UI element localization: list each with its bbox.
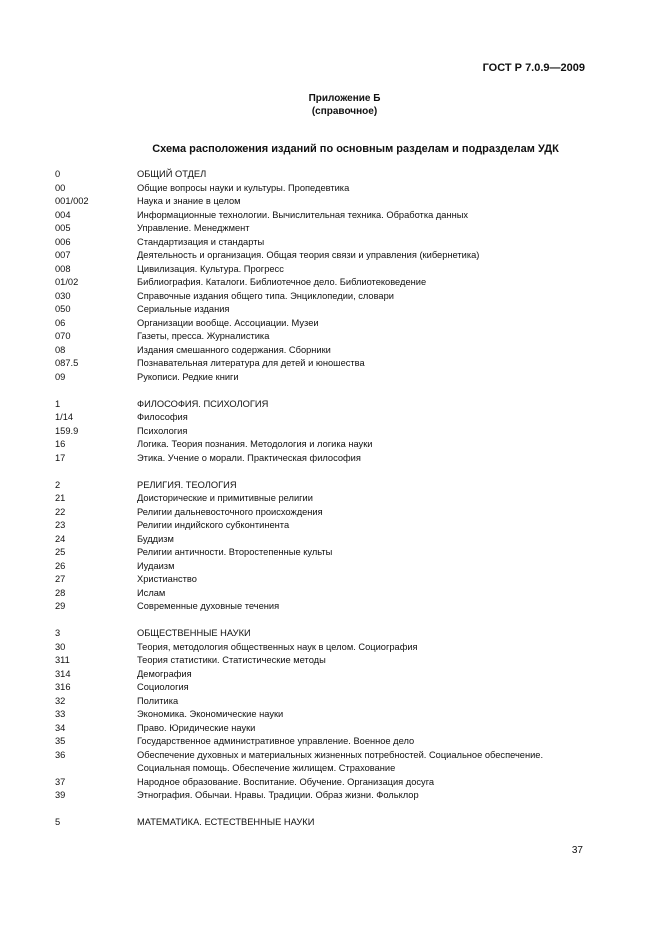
udc-code: 32 (55, 695, 66, 706)
list-item (55, 546, 595, 560)
udc-description: Общие вопросы науки и культуры. Пропедевтика (137, 182, 350, 193)
udc-description: Познавательная литература для детей и юношества (137, 358, 365, 368)
udc-description: Газеты, пресса. Журналистика (137, 331, 270, 341)
list-item (55, 330, 595, 344)
udc-code: 3 (55, 628, 61, 638)
udc-description: Психология (137, 425, 188, 436)
udc-code: 005 (55, 223, 71, 233)
section-heading-row (55, 398, 595, 412)
section-heading-row (55, 479, 595, 493)
udc-code: 159.9 (55, 425, 79, 436)
udc-description: Государственное административное управление. Военное дело (137, 736, 415, 746)
udc-description: Народное образование. Воспитание. Обучение. Организация досуга (137, 776, 435, 787)
udc-code: 17 (55, 452, 66, 463)
udc-code: 007 (55, 250, 71, 260)
udc-code: 06 (55, 317, 66, 328)
list-item (55, 290, 595, 304)
udc-code: 35 (55, 736, 66, 746)
list-item (55, 452, 595, 466)
udc-code: 16 (55, 439, 66, 449)
udc-description: Справочные издания общего типа. Энциклопедии, словари (137, 290, 394, 301)
udc-description: МАТЕМАТИКА. ЕСТЕСТВЕННЫЕ НАУКИ (137, 817, 315, 827)
udc-code: 1 (55, 398, 61, 409)
list-item (55, 411, 595, 425)
udc-description: Этнография. Обычаи. Нравы. Традиции. Образ жизни. Фольклор (137, 790, 419, 800)
udc-description: Стандартизация и стандарты (137, 236, 265, 247)
udc-description: Логика. Теория познания. Методология и логика науки (137, 439, 373, 449)
list-item (55, 654, 595, 668)
heading-text: Схема расположения изданий по основным разделам и подразделам УДК (152, 143, 559, 155)
udc-description: Цивилизация. Культура. Прогресс (137, 263, 284, 274)
section-heading-row (55, 627, 595, 641)
udc-description: Право. Юридические науки (137, 722, 256, 733)
list-item (55, 560, 595, 574)
udc-code: 1/14 (55, 412, 74, 422)
udc-description: Рукописи. Редкие книги (137, 371, 239, 382)
list-item (55, 276, 595, 290)
udc-code: 34 (55, 722, 66, 733)
udc-description: Социология (137, 682, 189, 692)
list-item (55, 533, 595, 547)
udc-code: 26 (55, 560, 66, 571)
udc-code: 311 (55, 655, 70, 665)
list-item (55, 641, 595, 655)
list-item (55, 749, 595, 776)
udc-code: 39 (55, 790, 66, 800)
page-heading (0, 143, 661, 155)
udc-description: ОБЩИЙ ОТДЕЛ (137, 169, 207, 179)
list-item (55, 182, 595, 196)
list-item (55, 209, 595, 223)
udc-entries-list (55, 168, 595, 843)
list-item (55, 438, 595, 452)
udc-code: 22 (55, 506, 66, 517)
udc-description: Современные духовные течения (137, 601, 280, 611)
list-item (55, 195, 595, 209)
list-item (55, 668, 595, 682)
udc-code: 00 (55, 182, 66, 193)
udc-code: 36 (55, 749, 66, 760)
udc-description: Христианство (137, 574, 197, 584)
udc-description: Наука и знание в целом (137, 196, 241, 206)
udc-code: 24 (55, 533, 66, 544)
list-item (55, 722, 595, 736)
udc-description: Деятельность и организация. Общая теория связи и управления (кибернетика) (137, 250, 480, 260)
udc-code: 08 (55, 344, 66, 355)
udc-code: 050 (55, 304, 71, 314)
udc-description: Религии дальневосточного происхождения (137, 506, 323, 517)
appendix-label (0, 92, 661, 118)
list-item (55, 573, 595, 587)
udc-description: Теория, методология общественных наук в целом. Социография (137, 641, 418, 652)
list-item (55, 708, 595, 722)
udc-description: Теория статистики. Статистические методы (137, 655, 326, 665)
section-group (55, 816, 595, 830)
udc-code: 33 (55, 709, 66, 719)
list-item (55, 506, 595, 520)
udc-code: 25 (55, 547, 66, 557)
udc-description: ОБЩЕСТВЕННЫЕ НАУКИ (137, 628, 251, 638)
udc-code: 2 (55, 479, 61, 490)
udc-code: 006 (55, 236, 71, 247)
udc-description: Библиография. Каталоги. Библиотечное дело. Библиотековедение (137, 277, 427, 287)
page-number: 37 (571, 845, 583, 856)
udc-code: 008 (55, 263, 71, 274)
list-item (55, 776, 595, 790)
list-item (55, 222, 595, 236)
udc-description: Управление. Менеджмент (137, 223, 250, 233)
list-item (55, 303, 595, 317)
document-code: ГОСТ Р 7.0.9—2009 (482, 62, 585, 74)
udc-code: 28 (55, 587, 66, 598)
udc-code: 30 (55, 641, 66, 652)
udc-code: 5 (55, 817, 61, 827)
list-item (55, 600, 595, 614)
list-item (55, 735, 595, 749)
list-item (55, 587, 595, 601)
udc-description: Иудаизм (137, 560, 175, 571)
udc-code: 09 (55, 371, 66, 382)
udc-description: РЕЛИГИЯ. ТЕОЛОГИЯ (137, 479, 237, 490)
list-item (55, 357, 595, 371)
list-item (55, 263, 595, 277)
list-item (55, 425, 595, 439)
udc-code: 29 (55, 601, 66, 611)
udc-code: 23 (55, 520, 66, 530)
udc-description: Доисторические и примитивные религии (137, 493, 313, 503)
udc-code: 004 (55, 209, 71, 220)
udc-description: Обеспечение духовных и материальных жизненных потребностей. Социальное обеспечение. Социальная помощь. Обеспечение жилищем. Страхование (137, 749, 544, 773)
section-group (55, 168, 595, 384)
udc-code: 087.5 (55, 358, 79, 368)
udc-description: ФИЛОСОФИЯ. ПСИХОЛОГИЯ (137, 398, 269, 409)
udc-description: Религии индийского субконтинента (137, 520, 290, 530)
udc-description: Сериальные издания (137, 304, 230, 314)
udc-description: Организации вообще. Ассоциации. Музеи (137, 317, 319, 328)
list-item (55, 344, 595, 358)
udc-description: Этика. Учение о морали. Практическая философия (137, 452, 361, 463)
list-item (55, 236, 595, 250)
udc-code: 030 (55, 290, 71, 301)
list-item (55, 789, 595, 803)
udc-code: 070 (55, 331, 71, 341)
list-item (55, 249, 595, 263)
appendix-title: Приложение Б (308, 93, 381, 104)
udc-description: Демография (137, 668, 192, 679)
udc-description: Философия (137, 412, 188, 422)
udc-description: Религии античности. Второстепенные культы (137, 547, 333, 557)
udc-code: 37 (55, 776, 66, 787)
udc-description: Политика (137, 695, 179, 706)
list-item (55, 681, 595, 695)
section-group (55, 627, 595, 803)
udc-code: 001/002 (55, 196, 89, 206)
list-item (55, 371, 595, 385)
udc-description: Буддизм (137, 533, 174, 544)
list-item (55, 492, 595, 506)
section-heading-row (55, 816, 595, 830)
section-group (55, 398, 595, 466)
list-item (55, 695, 595, 709)
list-item (55, 317, 595, 331)
udc-code: 21 (55, 493, 66, 503)
udc-code: 27 (55, 574, 66, 584)
udc-description: Издания смешанного содержания. Сборники (137, 344, 331, 355)
udc-description: Информационные технологии. Вычислительная техника. Обработка данных (137, 209, 469, 220)
udc-description: Ислам (137, 587, 166, 598)
udc-code: 314 (55, 668, 71, 679)
udc-code: 316 (55, 682, 71, 692)
section-group (55, 479, 595, 614)
udc-code: 01/02 (55, 277, 79, 287)
section-heading-row (55, 168, 595, 182)
udc-description: Экономика. Экономические науки (137, 709, 284, 719)
appendix-subtitle: (справочное) (311, 106, 378, 117)
udc-code: 0 (55, 169, 61, 179)
list-item (55, 519, 595, 533)
